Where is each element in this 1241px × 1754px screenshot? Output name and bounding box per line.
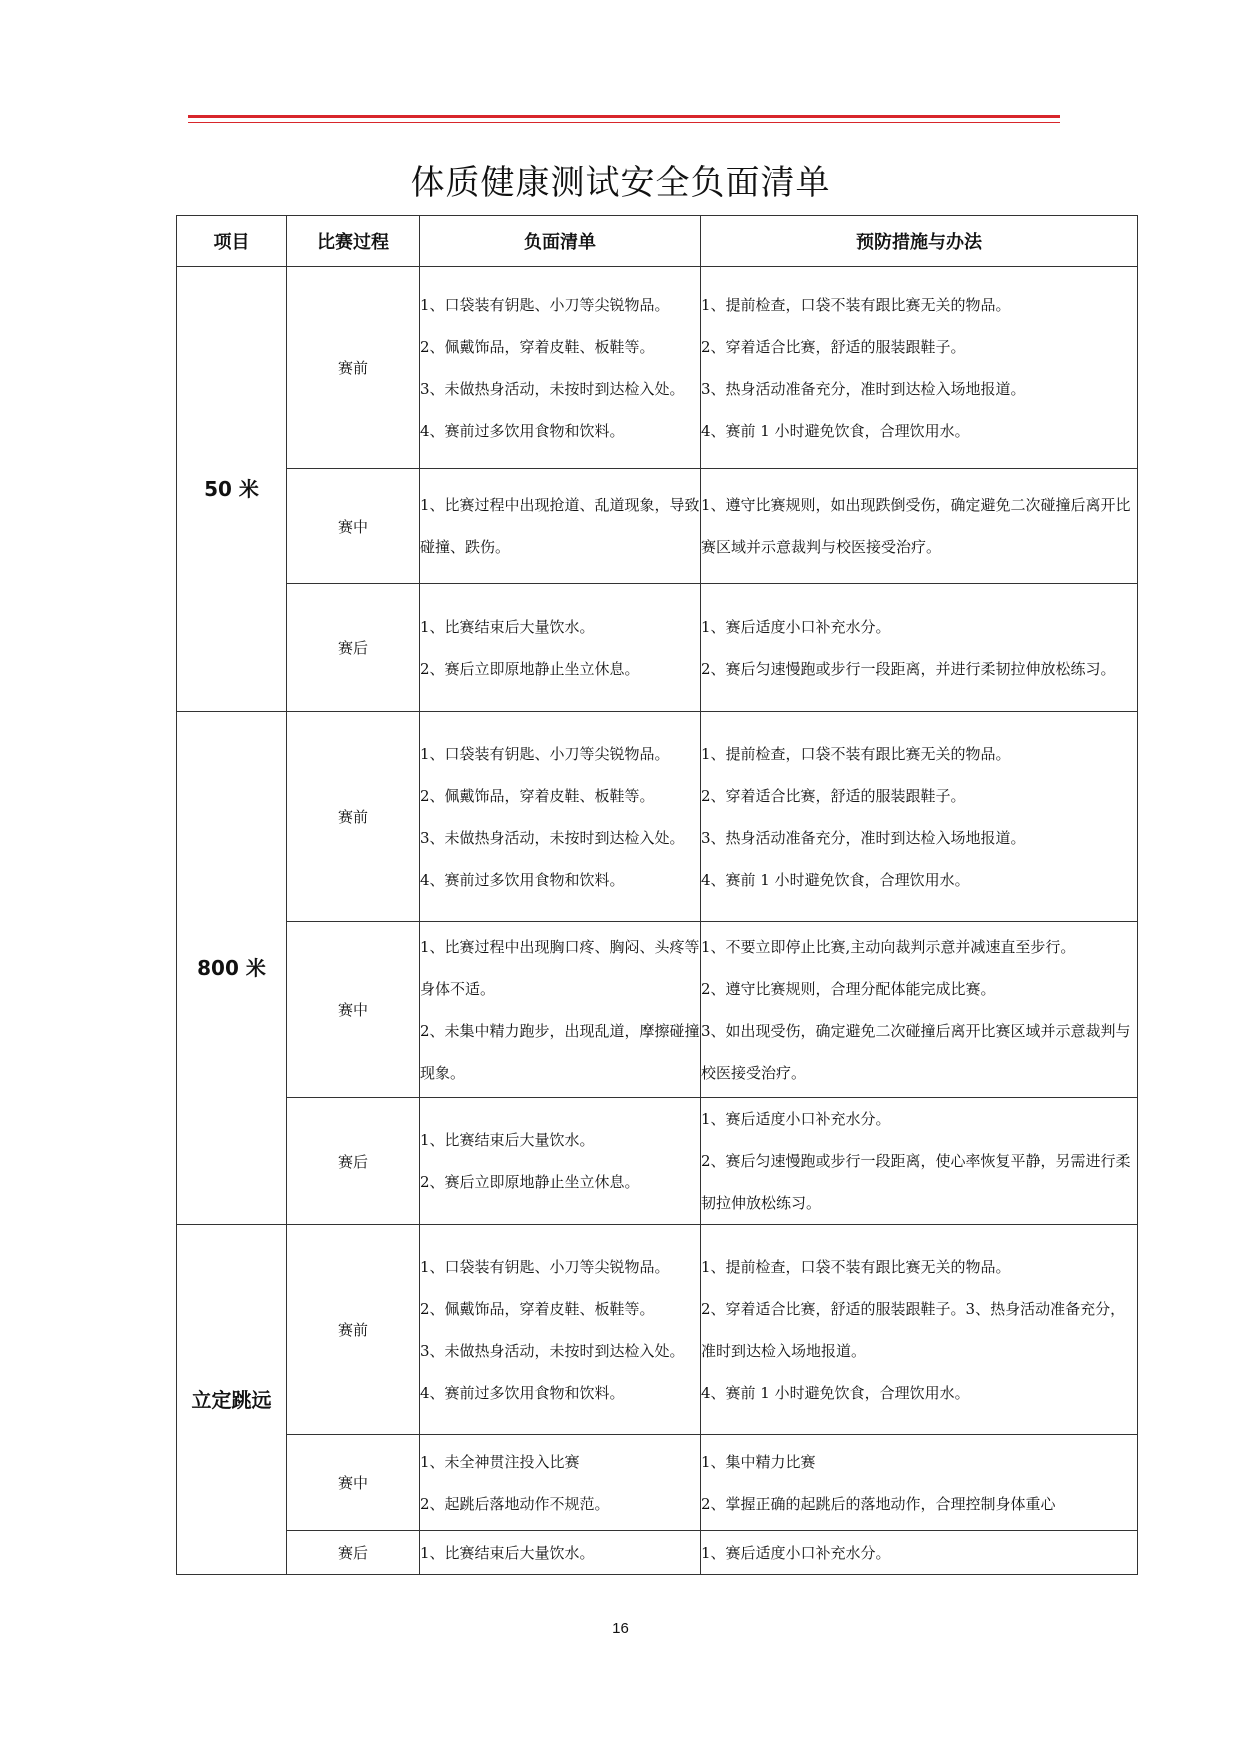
measures-cell [701,1225,1138,1435]
list-item: 1、集中精力比赛 [701,1452,816,1471]
list-item: 4、赛前 1 小时避免饮食，合理饮用水。 [701,421,970,440]
phase-cell: 赛后 [287,584,420,712]
item-cell-standing-long-jump: 立定跳远 [177,1225,287,1575]
negatives-cell [420,1225,701,1435]
header-rule-thick [188,115,1060,118]
list-item: 3、热身活动准备充分，准时到达检入场地报道。 [701,379,1026,398]
table-row [177,584,1138,712]
negatives-cell [420,267,701,469]
measures-cell [701,712,1138,922]
list-item: 2、穿着适合比赛，舒适的服装跟鞋子。3、热身活动准备充分，准时到达检入场地报道。 [701,1299,1126,1360]
negatives-cell [420,1435,701,1531]
list-item: 1、比赛过程中出现胸口疼、胸闷、头疼等身体不适。 [420,937,700,998]
list-item: 1、口袋装有钥匙、小刀等尖锐物品。 [420,295,670,314]
table-row [177,267,1138,469]
header-measures: 预防措施与办法 [701,216,1138,267]
measures-cell [701,1531,1138,1575]
phase-cell: 赛后 [287,1531,420,1575]
safety-negative-list-table [176,215,1138,1575]
table-row [177,712,1138,922]
negatives-cell [420,584,701,712]
phase-cell: 赛中 [287,1435,420,1531]
list-item: 1、赛后适度小口补充水分。 [701,617,891,636]
list-item: 4、赛前 1 小时避免饮食，合理饮用水。 [701,1383,970,1402]
list-item: 2、佩戴饰品，穿着皮鞋、板鞋等。 [420,1299,655,1318]
header-rule-thin [188,122,1060,123]
phase-cell: 赛中 [287,922,420,1098]
list-item: 2、起跳后落地动作不规范。 [420,1494,610,1513]
item-cell-800m: 800 米 [177,712,287,1225]
list-item: 4、赛前 1 小时避免饮食，合理饮用水。 [701,870,970,889]
negatives-cell [420,1098,701,1225]
list-item: 1、提前检查，口袋不装有跟比赛无关的物品。 [701,295,1011,314]
measures-cell [701,584,1138,712]
list-item: 2、掌握正确的起跳后的落地动作，合理控制身体重心 [701,1494,1056,1513]
table-row [177,1531,1138,1575]
list-item: 2、穿着适合比赛，舒适的服装跟鞋子。 [701,337,966,356]
phase-cell: 赛前 [287,267,420,469]
list-item: 2、赛后匀速慢跑或步行一段距离，并进行柔韧拉伸放松练习。 [701,659,1116,678]
negatives-cell [420,922,701,1098]
table-row [177,469,1138,584]
phase-cell: 赛前 [287,712,420,922]
list-item: 1、比赛过程中出现抢道、乱道现象，导致碰撞、跌伤。 [420,496,700,556]
list-item: 1、未全神贯注投入比赛 [420,1452,580,1471]
item-cell-50m: 50 米 [177,267,287,712]
list-item: 2、未集中精力跑步，出现乱道，摩擦碰撞现象。 [420,1021,700,1082]
list-item: 3、热身活动准备充分，准时到达检入场地报道。 [701,828,1026,847]
list-item: 1、赛后适度小口补充水分。 [701,1110,891,1128]
table-row [177,922,1138,1098]
list-item: 3、未做热身活动，未按时到达检入处。 [420,828,685,847]
list-item: 1、不要立即停止比赛,主动向裁判示意并减速直至步行。 [701,937,1076,956]
measures-cell [701,922,1138,1098]
list-item: 1、比赛结束后大量饮水。 [420,1131,595,1149]
negatives-cell [420,469,701,584]
measures-cell [701,469,1138,584]
table-row [177,1435,1138,1531]
page-title: 体质健康测试安全负面清单 [410,163,831,203]
page-number: 16 [612,1620,629,1637]
list-item: 2、赛后立即原地静止坐立休息。 [420,659,640,678]
list-item: 1、提前检查，口袋不装有跟比赛无关的物品。 [701,1257,1011,1276]
list-item: 2、佩戴饰品，穿着皮鞋、板鞋等。 [420,786,655,805]
list-item: 1、口袋装有钥匙、小刀等尖锐物品。 [420,1257,670,1276]
measures-cell [701,1435,1138,1531]
list-item: 3、未做热身活动，未按时到达检入处。 [420,1341,685,1360]
phase-cell: 赛前 [287,1225,420,1435]
list-item: 2、遵守比赛规则，合理分配体能完成比赛。 [701,979,996,998]
phase-cell: 赛中 [287,469,420,584]
header-negatives: 负面清单 [420,216,701,267]
list-item: 1、比赛结束后大量饮水。 [420,1543,595,1562]
list-item: 1、赛后适度小口补充水分。 [701,1543,891,1562]
list-item: 4、赛前过多饮用食物和饮料。 [420,870,625,889]
list-item: 2、穿着适合比赛，舒适的服装跟鞋子。 [701,786,966,805]
table-row [177,1098,1138,1225]
measures-cell [701,267,1138,469]
list-item: 1、提前检查，口袋不装有跟比赛无关的物品。 [701,744,1011,763]
list-item: 1、比赛结束后大量饮水。 [420,617,595,636]
list-item: 1、遵守比赛规则，如出现跌倒受伤，确定避免二次碰撞后离开比赛区域并示意裁判与校医接受治疗。 [701,496,1131,556]
table-header-row [177,216,1138,267]
negatives-cell [420,1531,701,1575]
list-item: 1、口袋装有钥匙、小刀等尖锐物品。 [420,744,670,763]
list-item: 4、赛前过多饮用食物和饮料。 [420,421,625,440]
measures-cell [701,1098,1138,1225]
list-item: 4、赛前过多饮用食物和饮料。 [420,1383,625,1402]
negatives-cell [420,712,701,922]
table-row [177,1225,1138,1435]
list-item: 2、佩戴饰品，穿着皮鞋、板鞋等。 [420,337,655,356]
list-item: 2、赛后匀速慢跑或步行一段距离，使心率恢复平静，另需进行柔韧拉伸放松练习。 [701,1152,1131,1212]
phase-cell: 赛后 [287,1098,420,1225]
list-item: 3、未做热身活动，未按时到达检入处。 [420,379,685,398]
header-item: 项目 [177,216,287,267]
header-phase: 比赛过程 [287,216,420,267]
list-item: 3、如出现受伤，确定避免二次碰撞后离开比赛区域并示意裁判与校医接受治疗。 [701,1021,1131,1082]
list-item: 2、赛后立即原地静止坐立休息。 [420,1173,640,1191]
